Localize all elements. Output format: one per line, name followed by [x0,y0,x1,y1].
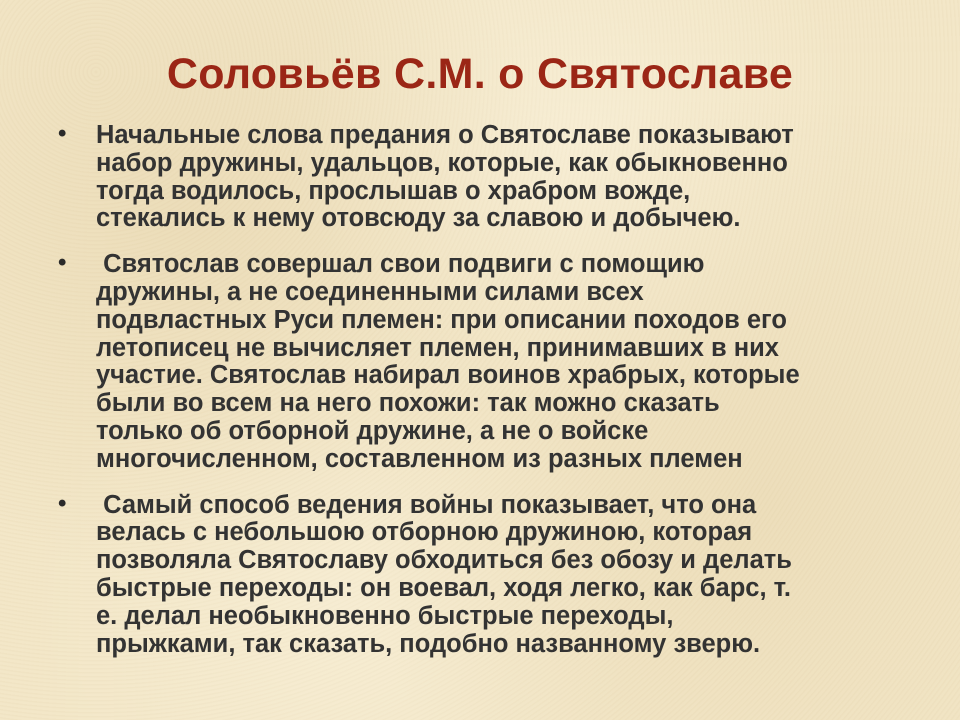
bullet-item-3 [56,489,916,659]
bullet-text: Святослав совершал свои подвиги с помощию дружины, а не соединенными силами всех подвластных Руси племен: при описании походов его летописец не вычисляет племен, принимавших в них участие. Святослав набирал воинов храбрых, которые были во всем на него похожи: так можно сказать только об отборной дружине, а не о войске многочисленном, составленном из разных племен [96,250,800,473]
bullet-text: Самый способ ведения войны показывает, что она велась с небольшою отборною дружиною, которая позволяла Святославу обходиться без обозу и делать быстрые переходы: он воевал, ходя легко, как барс, т. е. делал необыкновенно быстрые переходы, прыжками, так сказать, подобно названному зверю. [96,490,792,658]
bullet-text: Начальные слова предания о Святославе показывают набор дружины, удальцов, которые, как обыкновенно тогда водилось, прослышав о храбром вожде, стекались к нему отовсюду за славою и добычею. [96,121,794,233]
bullet-list [56,122,916,676]
bullet-marker: • [58,120,67,147]
bullet-item-2 [56,251,916,473]
bullet-item-1 [56,122,916,233]
slide-title: Соловьёв С.М. о Святославе [166,50,794,98]
bullet-marker: • [58,489,67,517]
bullet-marker: • [58,249,67,277]
